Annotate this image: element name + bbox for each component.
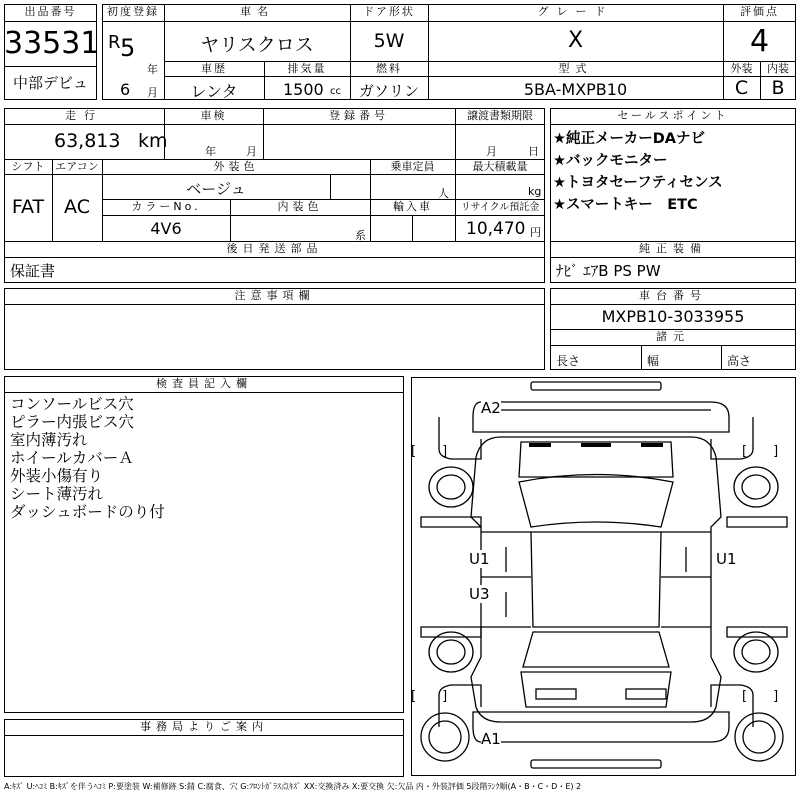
mark-left-front: U1	[469, 550, 490, 568]
score: 4	[749, 24, 770, 59]
car-damage-diagram	[411, 377, 797, 777]
lot-number: 33531	[4, 26, 100, 61]
inspector-note: ダッシュボードのり付	[10, 503, 165, 521]
mark-front: A2	[481, 399, 501, 417]
door-label: ドア形状	[363, 5, 415, 18]
front-bracket-left: [ ]	[411, 444, 448, 459]
width-label: 幅	[647, 354, 660, 368]
recycle-fee: 10,470	[466, 219, 526, 239]
capacity-unit: 人	[438, 187, 449, 200]
inspector-note: 外装小傷有り	[10, 467, 104, 485]
max-load-unit: kg	[528, 185, 542, 198]
color-no: 4V6	[150, 219, 182, 238]
chassis-number: MXPB10-3033955	[601, 307, 745, 326]
sales-points-list	[553, 128, 793, 216]
model-code: 5BA-MXPB10	[523, 80, 628, 99]
debut-label: 中部デビュ	[12, 74, 88, 92]
inspector-label: 検査員記入欄	[156, 377, 252, 390]
mark-rear: A1	[481, 730, 501, 748]
shift: FAT	[11, 196, 45, 218]
color-no-label: カラーNo.	[131, 200, 201, 213]
details-grid	[4, 108, 545, 242]
exterior-grade: C	[734, 77, 749, 99]
sales-point: ★純正メーカーDAナビ	[553, 131, 705, 147]
mark-left-rear: U3	[469, 585, 490, 603]
shift-label: シフト	[11, 160, 45, 173]
inspection-year-unit: 年	[205, 145, 216, 158]
max-load-label: 最大積載量	[472, 160, 528, 173]
legend: A:ｷｽﾞ U:ﾍｺﾐ B:ｷｽﾞを伴うﾍｺﾐ P:要塗装 W:補修跡 S:錆 C:腐食、穴 G:ﾌﾛﾝﾄｶﾞﾗｽ点ｷｽﾞ XX:交換済み X:要交換 欠:欠品 内・外装評価 5段階ﾗﾝｸ順(A・B・C・D・E) 2	[4, 782, 582, 791]
reg-month-unit: 月	[147, 86, 158, 99]
ac: AC	[64, 196, 90, 218]
int-color-label: 内装色	[277, 200, 323, 213]
chassis-label: 車台番号	[639, 289, 707, 302]
mileage-unit: km	[138, 130, 168, 152]
inspector-note: コンソールビス穴	[10, 395, 134, 413]
sales-point: ★トヨタセーフティセンス	[553, 175, 723, 191]
sales-points-label: セールスポイント	[617, 109, 729, 122]
rear-bracket-left: [ ]	[411, 689, 448, 704]
dims-label: 諸元	[656, 330, 690, 343]
recycle-unit: 円	[530, 226, 541, 239]
office-label: 事務局よりご案内	[140, 720, 268, 733]
transfer-month-unit: 月	[486, 145, 497, 158]
sales-point: ★バックモニター	[553, 153, 668, 169]
fuel-label: 燃料	[376, 62, 402, 75]
inspection-month-unit: 月	[246, 145, 257, 158]
reg-year: 5	[120, 34, 136, 62]
grade-label: グレード	[537, 5, 614, 18]
mileage-label: 走行	[65, 109, 103, 122]
displacement-label: 排気量	[287, 62, 327, 75]
car-name: ヤリスクロス	[200, 34, 314, 56]
door-type: 5W	[373, 30, 405, 52]
history-label: 車歴	[201, 62, 227, 75]
inspector-notes	[10, 395, 400, 521]
capacity-label: 乗車定員	[390, 160, 435, 173]
mark-right-front: U1	[716, 550, 737, 568]
ac-label: エアコン	[55, 160, 99, 173]
displacement: 1500	[283, 80, 324, 99]
sales-point: ★スマートキー ETC	[553, 197, 698, 213]
transfer-day-unit: 日	[528, 145, 539, 158]
history: レンタ	[190, 82, 238, 101]
lot-label: 出品番号	[24, 5, 77, 18]
first-reg-label: 初度登録	[107, 5, 159, 18]
displacement-unit: cc	[330, 86, 341, 97]
equipment-label: 純正装備	[639, 242, 707, 255]
length-label: 長さ	[556, 354, 581, 368]
rear-bracket-right: [ ]	[742, 689, 779, 704]
import-label: 輸入車	[393, 200, 432, 213]
interior-grade: B	[771, 77, 785, 99]
recycle-label: リサイクル預託金	[460, 202, 540, 213]
interior-label: 内装	[767, 62, 789, 75]
fuel: ガソリン	[358, 82, 419, 100]
exterior-label: 外装	[730, 62, 753, 75]
transfer-label: 譲渡書類期限	[467, 109, 533, 122]
equipment: ﾅﾋﾞ ｴｱB PS PW	[556, 262, 661, 280]
mileage: 63,813	[54, 130, 121, 152]
reg-year-unit: 年	[147, 63, 158, 76]
inspector-note: シート薄汚れ	[10, 485, 104, 503]
inspector-note: 室内薄汚れ	[10, 431, 88, 449]
reg-month: 6	[120, 80, 131, 99]
grade: X	[567, 28, 584, 53]
caution-label: 注意事項欄	[234, 289, 315, 302]
int-color-unit: 系	[355, 229, 366, 242]
reg-era: R	[108, 32, 121, 53]
inspector-note: ホイールカバーＡ	[10, 449, 134, 467]
inspection-label: 車検	[200, 109, 227, 122]
later-parts-label: 後日発送部品	[226, 242, 323, 255]
later-parts: 保証書	[10, 262, 56, 280]
ext-color: ベージュ	[186, 180, 246, 198]
reg-no-label: 登録番号	[329, 109, 389, 122]
car-name-label: 車名	[240, 5, 274, 18]
inspector-note: ピラー内張ビス穴	[10, 413, 135, 431]
height-label: 高さ	[727, 354, 752, 368]
front-bracket-right: [ ]	[742, 444, 779, 459]
score-label: 評価点	[740, 5, 779, 18]
model-label: 型式	[558, 62, 593, 75]
ext-color-label: 外装色	[213, 160, 259, 173]
